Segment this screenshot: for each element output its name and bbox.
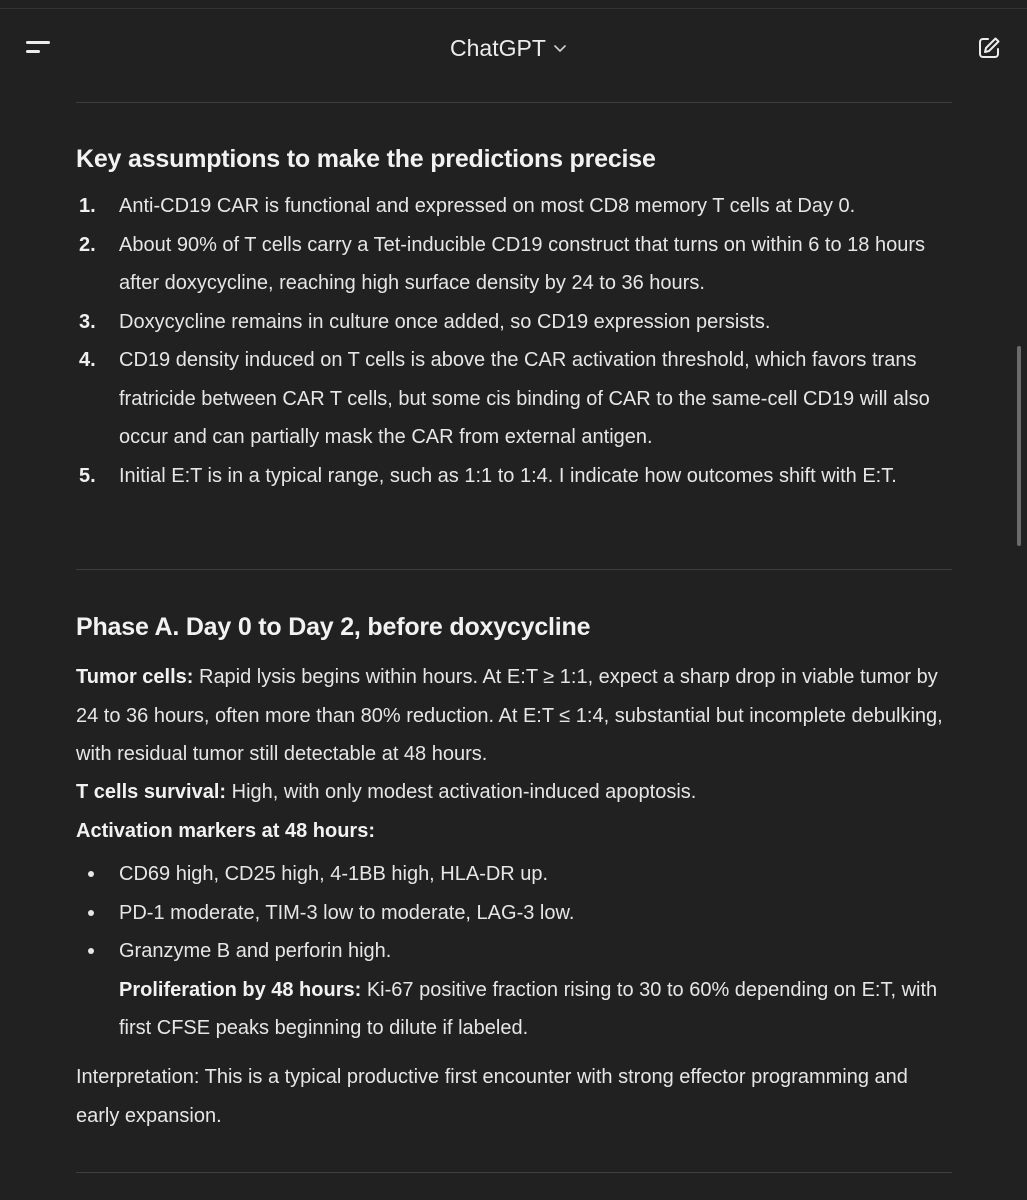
list-item: CD69 high, CD25 high, 4-1BB high, HLA-DR up. (76, 855, 956, 894)
interpretation-paragraph: Interpretation: This is a typical productive first encounter with strong effector programming and early expansion. (76, 1066, 908, 1127)
survival-paragraph: T cells survival: High, with only modest activation-induced apoptosis. (76, 781, 697, 803)
markers-heading: Activation markers at 48 hours: (76, 820, 375, 842)
new-chat-icon[interactable] (975, 34, 1003, 62)
section-heading-assumptions: Key assumptions to make the predictions precise (76, 145, 656, 173)
list-item: 1. Anti-CD19 CAR is functional and expressed on most CD8 memory T cells at Day 0. (79, 195, 856, 217)
list-item: 5. Initial E:T is in a typical range, such as 1:1 to 1:4. I indicate how outcomes shift with E:T. (79, 464, 897, 487)
hamburger-icon[interactable] (24, 33, 52, 61)
proliferation-label: Proliferation by 48 hours: (119, 978, 362, 1001)
section-heading-phase-a: Phase A. Day 0 to Day 2, before doxycycline (76, 613, 591, 641)
list-item: PD-1 moderate, TIM-3 low to moderate, LAG-3 low. (76, 894, 956, 933)
list-item: Granzyme B and perforin high. Proliferation by 48 hours: Ki-67 positive fraction rising to 30 to 60% depending on E:T, with first CFSE peaks beginning to dilute if labeled. (76, 932, 956, 1048)
tumor-cells-paragraph: Tumor cells: Rapid lysis begins within hours. At E:T ≥ 1:1, expect a sharp drop in viable tumor by 24 to 36 hours, often more than 80% reduction. At E:T ≤ 1:4, substantial but incomplete debulking, with residual tumor still detectable at 48 hours. (76, 666, 943, 765)
divider (76, 569, 952, 570)
divider (76, 1172, 952, 1173)
scrollbar[interactable] (1017, 346, 1021, 546)
survival-label: T cells survival: (76, 781, 227, 803)
assumptions-list (76, 187, 956, 495)
chevron-down-icon (552, 40, 568, 56)
model-selector[interactable] (450, 33, 568, 63)
markers-list (76, 855, 956, 1048)
app-title: ChatGPT (450, 34, 546, 61)
list-item: 4. CD19 density induced on T cells is above the CAR activation threshold, which favors trans fratricide between CAR T cells, but some cis binding of CAR to the same-cell CD19 will also occur and can partially mask the CAR from external antigen. (79, 349, 930, 448)
bullet-icon (88, 948, 94, 954)
bullet-icon (88, 871, 94, 877)
divider (76, 102, 952, 103)
bullet-icon (88, 910, 94, 916)
tumor-cells-label: Tumor cells: (76, 666, 194, 688)
proliferation-paragraph: Proliferation by 48 hours: Ki-67 positive fraction rising to 30 to 60% depending on E:T, with first CFSE peaks beginning to dilute if labeled. (119, 978, 938, 1039)
list-item: 2. About 90% of T cells carry a Tet-inducible CD19 construct that turns on within 6 to 18 hours after doxycycline, reaching high surface density by 24 to 36 hours. (79, 233, 925, 294)
list-item: 3. Doxycycline remains in culture once added, so CD19 expression persists. (79, 310, 771, 333)
app-header (0, 9, 1027, 85)
